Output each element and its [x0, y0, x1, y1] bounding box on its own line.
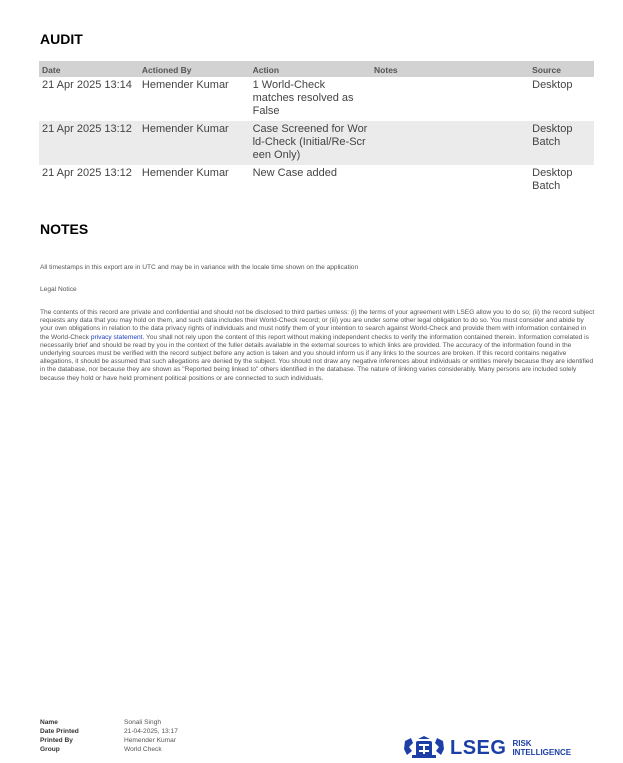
footer-value: Hemender Kumar — [124, 737, 177, 744]
lseg-logo — [403, 734, 571, 762]
cell-source: Desktop — [532, 79, 573, 91]
footer-value: 21-04-2025, 13:17 — [124, 728, 178, 735]
lseg-wordmark: LSEG — [450, 736, 507, 759]
cell-action: Case Screened for World-Check (Initial/Re-Screen Only) — [250, 121, 371, 165]
logo-sub-line: RISK — [512, 739, 532, 748]
table-row — [39, 121, 594, 165]
footer-label: Date Printed — [40, 728, 79, 735]
cell-actioned-by: Hemender Kumar — [141, 167, 229, 179]
column-header-source: Source — [529, 61, 594, 77]
column-header-date: Date — [39, 61, 139, 77]
cell-action: 1 World-Check matches resolved as False — [252, 79, 354, 117]
table-row — [39, 77, 594, 121]
notes-heading: NOTES — [40, 221, 89, 237]
privacy-statement-link[interactable]: privacy statement — [90, 333, 143, 341]
risk-intelligence-label — [512, 739, 571, 757]
footer-value: World Check — [124, 746, 162, 753]
legal-text-part2: . You shall not rely upon the content of this report without making independent checks to verify the information contained therein. Information correlated is necessarily brief and should be read by you in the context of the fuller details available in the external sources to which links are provided. The accuracy of the information found in the underlying sources must be verified with the record subject before any action is taken and you should inform us if any links to the sources are broken. If this record contains negative allegations, it should be assumed that such allegations are denied by the subject. You should not draw any negative inferences about individuals or entities merely because they are identified in the database, nor because they are shown as "Reported being linked to" others identified in the database. The nature of linking varies considerably. Many persons are included solely because they hold or have held prominent political positions or are connected to such individuals. — [40, 333, 594, 382]
column-header-actioned-by: Actioned By — [139, 61, 250, 77]
footer-row-printed-by — [40, 736, 178, 745]
print-footer — [40, 718, 178, 754]
legal-text-part1: The contents of this record are private and confidential and should not be disclosed to third parties unless: (i) the terms of your agreement with LSEG allow you to do so; (ii) the record subject requests any data that you may hold on them, and such data includes their World-Check record; or (iii) you are under some other legal obligation to do so. You must consider and abide by your own obligations in relation to the data privacy rights of individuals and must notify them of your intention to search against World-Check and provide them with information contained in the World-Check — [40, 309, 595, 341]
table-row — [39, 165, 594, 196]
cell-date: 21 Apr 2025 13:12 — [42, 167, 132, 179]
cell-date: 21 Apr 2025 13:12 — [39, 121, 139, 165]
footer-value: Sonali Singh — [124, 719, 162, 726]
footer-row-name — [40, 718, 178, 727]
cell-source: Desktop Batch — [532, 167, 573, 192]
cell-notes — [371, 77, 529, 121]
column-header-notes: Notes — [371, 61, 529, 77]
audit-header-row — [39, 61, 594, 77]
cell-notes — [371, 165, 529, 196]
column-header-action: Action — [250, 61, 371, 77]
audit-heading: AUDIT — [40, 31, 83, 47]
cell-actioned-by: Hemender Kumar — [139, 121, 250, 165]
footer-row-group — [40, 745, 178, 754]
cell-actioned-by: Hemender Kumar — [141, 79, 229, 91]
logo-sub-line: INTELLIGENCE — [512, 748, 572, 757]
footer-label: Group — [40, 746, 60, 753]
cell-source: Desktop Batch — [529, 121, 594, 165]
cell-date: 21 Apr 2025 13:14 — [42, 79, 132, 91]
footer-label: Name — [40, 719, 58, 726]
timestamp-note: All timestamps in this export are in UTC and may be in variance with the locale time shown on the application — [40, 264, 359, 271]
cell-action: New Case added — [252, 167, 337, 179]
audit-table — [39, 61, 594, 196]
footer-label: Printed By — [40, 737, 73, 744]
legal-notice-text — [40, 309, 595, 383]
footer-row-date — [40, 727, 178, 736]
cell-notes — [371, 121, 529, 165]
legal-notice-heading: Legal Notice — [40, 286, 77, 293]
lion-crest-icon — [403, 735, 445, 761]
